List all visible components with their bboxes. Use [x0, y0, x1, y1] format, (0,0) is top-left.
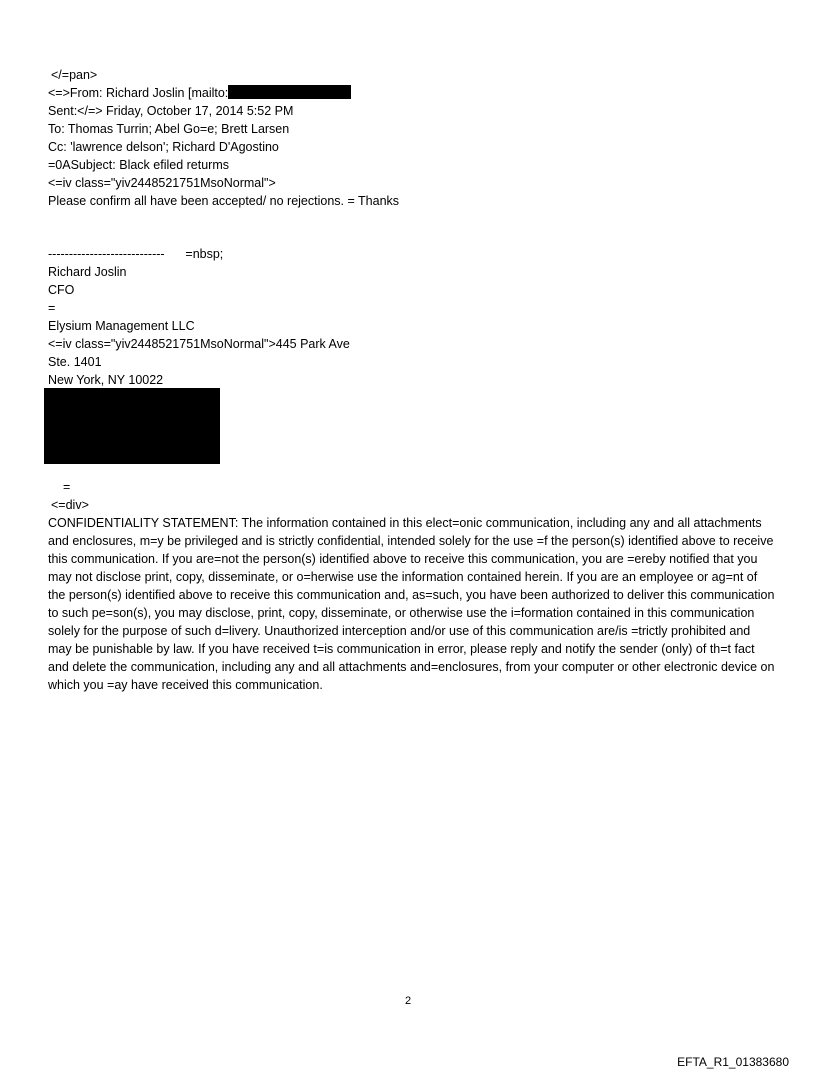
confidentiality-statement: [48, 514, 776, 694]
confidentiality-text: CONFIDENTIALITY STATEMENT: The information contained in this elect=onic communication, including any and all attachments and enclosures, m=y be privileged and is strictly confidential, intended solely for the use =f the person(s) identified above to receive this communication. If you are=not the person(s) identified above to receive this communication, you are =ereby notified that you may not disclose print, copy, disseminate, or o=herwise use the information contained herein. If you are an employee or ag=nt of the person(s) identified above to receive this communication and, as=such, you have been authorized to deliver this communication to such pe=son(s), you may disclose, print, copy, disseminate, or otherwise use the i=formation contained in this communication solely for the purpose of such d=livery. Unauthorized interception and/or use of this communication are/is =trictly prohibited and may be punishable by law. If you have received t=is communication in error, please reply and notify the sender (only) of th=t fact and delete the communication, including any and all attachments and=enclosures, from your computer or other electronic device on which you =ay have received this communication.: [48, 516, 775, 692]
from-line: [48, 84, 351, 102]
signature-separator: ---------------------------- =nbsp;: [48, 247, 224, 261]
cc-line: Cc: 'lawrence delson'; Richard D'Agostino: [48, 140, 279, 154]
document-id: EFTA_R1_01383680: [677, 1055, 789, 1069]
sent-line: Sent:</=> Friday, October 17, 2014 5:52 PM: [48, 104, 294, 118]
redacted-email: [228, 85, 351, 99]
pan-tag-line: </=pan>: [51, 68, 98, 82]
signature-address: <=iv class="yiv2448521751MsoNormal">445 Park Ave: [48, 337, 350, 351]
subject-line: =0ASubject: Black efiled returms: [48, 158, 229, 172]
signature-city: New York, NY 10022: [48, 373, 164, 387]
signature-name: Richard Joslin: [48, 265, 127, 279]
from-text: <=>From: Richard Joslin [mailto:: [48, 86, 229, 100]
div-class-line: <=iv class="yiv2448521751MsoNormal">: [48, 176, 276, 190]
signature-suite: Ste. 1401: [48, 355, 102, 369]
signature-equals: =: [48, 301, 56, 315]
footer-equals: =: [63, 480, 71, 494]
to-line: To: Thomas Turrin; Abel Go=e; Brett Larsen: [48, 122, 290, 136]
message-body: Please confirm all have been accepted/ no rejections. = Thanks: [48, 194, 400, 208]
div-close-tag: <=div>: [51, 498, 89, 512]
signature-title: CFO: [48, 283, 75, 297]
page-number: 2: [404, 995, 412, 1007]
redacted-block: [44, 388, 220, 464]
signature-company: Elysium Management LLC: [48, 319, 195, 333]
